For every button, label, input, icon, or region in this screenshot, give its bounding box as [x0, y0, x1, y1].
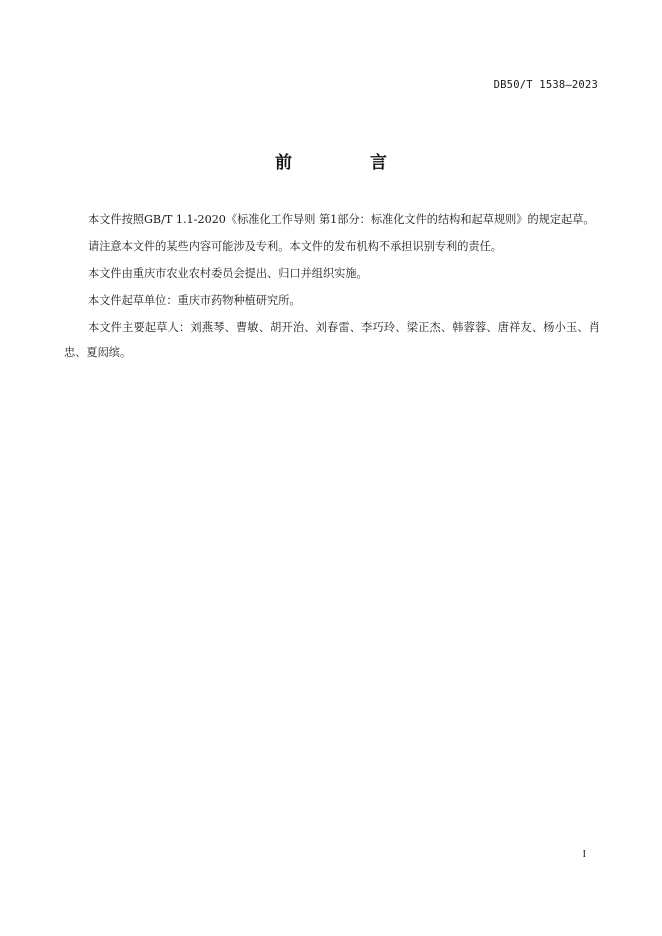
paragraph-drafting-unit: 本文件起草单位：重庆市药物种植研究所。: [88, 294, 301, 307]
paragraph-drafting-rules: 本文件按照GB/T 1.1-2020《标准化工作导则 第1部分：标准化文件的结构和起草规则》的规定起草。: [88, 213, 595, 226]
page-title: 前 言: [275, 153, 423, 173]
document-code: DB50/T 1538—2023: [493, 79, 598, 91]
paragraph-patent-notice: 请注意本文件的某些内容可能涉及专利。本文件的发布机构不承担识别专利的责任。: [88, 240, 502, 253]
paragraph-drafters: 本文件主要起草人：刘燕琴、曹敏、胡开治、刘春雷、李巧玲、梁正杰、韩蓉蓉、唐祥友、杨小玉、肖忠、夏闳缤。: [64, 321, 600, 359]
paragraph-proposer: 本文件由重庆市农业农村委员会提出、归口并组织实施。: [88, 267, 368, 280]
page-number: I: [582, 849, 586, 860]
foreword-body: [64, 207, 600, 367]
